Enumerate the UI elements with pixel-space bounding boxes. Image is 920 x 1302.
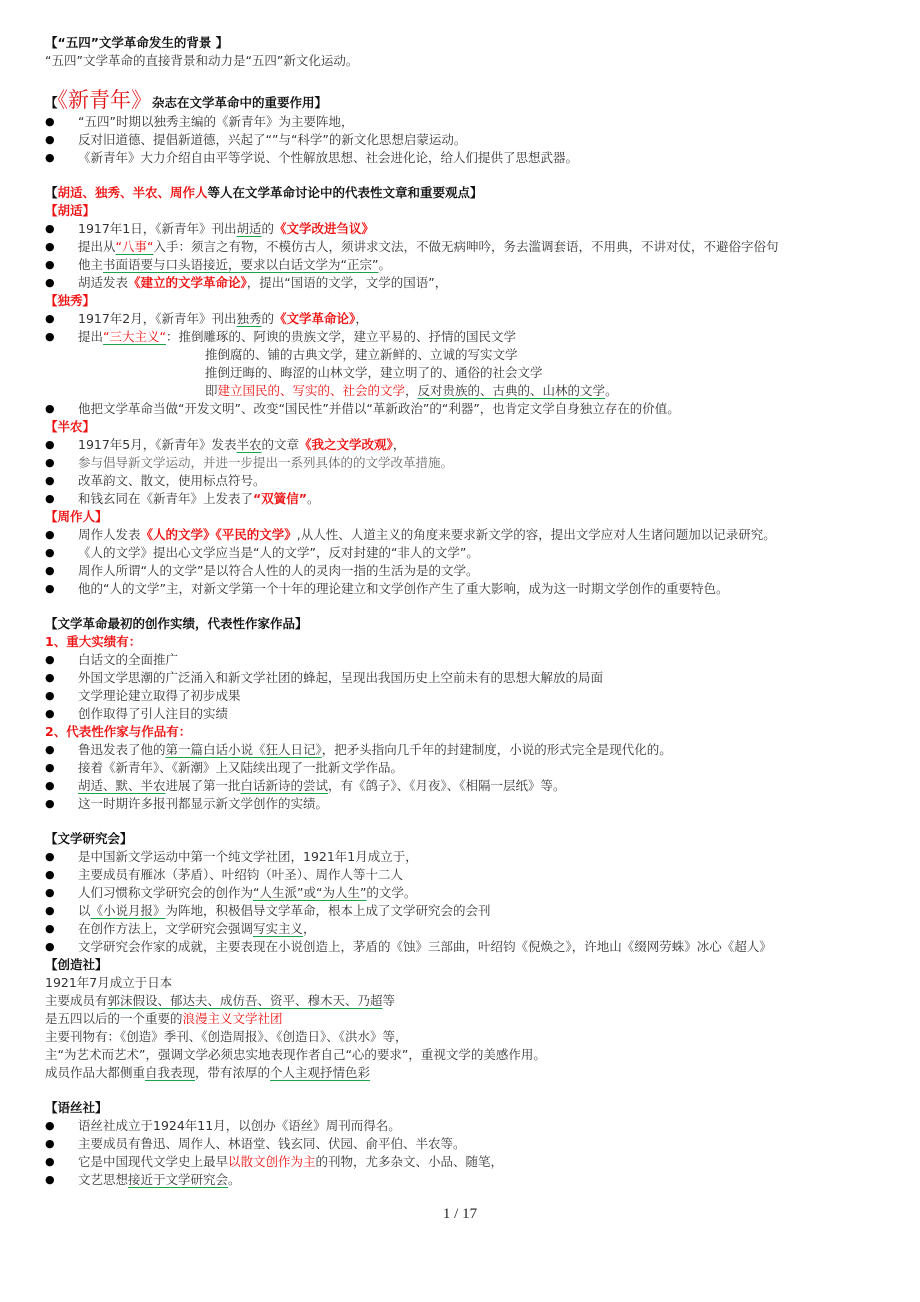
document-section (45, 34, 885, 70)
bullet-icon: ● (45, 1173, 55, 1186)
text-segment: 为阵地，积极倡导文学革命，根本上成了文学研究会的会刊 (165, 903, 491, 918)
bullet-item (45, 526, 885, 544)
text-segment: 【“五四”文学革命发生的背景 】 (45, 35, 229, 50)
bullet-item (45, 884, 885, 902)
page-number: 1 / 17 (442, 1206, 478, 1222)
text-segment: 杂志在文学革命中的重要作用】 (152, 95, 328, 110)
document-section (45, 1099, 885, 1189)
bullet-item (45, 651, 885, 669)
text-segment: 入手：须言之有物，不模仿古人，须讲求文法，不做无病呻吟，务去滥调套语，不用典，不讲对仗，不避俗字俗句 (153, 239, 779, 254)
bullet-icon: ● (45, 438, 55, 451)
bullet-item (45, 328, 885, 346)
text-segment: 主要刊物有：《创造》季刊、《创造周报》、《创造日》、《洪水》等， (45, 1029, 408, 1044)
section-heading (45, 184, 885, 202)
text-segment: 【语丝社】 (45, 1100, 108, 1115)
text-segment: 成员作品大都侧重 (45, 1065, 146, 1080)
bullet-icon: ● (45, 528, 55, 541)
text-segment: 的 (261, 221, 275, 236)
bullet-item (45, 795, 885, 813)
text-segment: 半农 (236, 437, 262, 452)
text-segment: 反对贵族的、古典的、山林的文学 (417, 383, 606, 398)
bullet-icon: ● (45, 492, 55, 505)
bullet-item (45, 705, 885, 723)
text-segment: 1917年2月，《新青年》刊出 (78, 311, 237, 326)
text-segment: 的文学。 (366, 885, 417, 900)
text-segment: 自我表现 (145, 1065, 196, 1080)
text-segment: 。 (378, 257, 391, 272)
bullet-item (45, 490, 885, 508)
text-segment: 1917年5月，《新青年》发表 (78, 437, 237, 452)
text-segment: ，把矛头指向几千年的封建制度，小说的形式完全是现代化的。 (321, 742, 672, 757)
text-segment: 他的“人的文学”主，对新文学第一个十年的理论建立和文学创作产生了重大影响，成为这一时期文学创作的重要特色。 (78, 581, 729, 596)
bullet-icon: ● (45, 797, 55, 810)
text-segment: 是中国新文学运动中第一个纯文学社团，1921年1月成立于， (78, 849, 418, 864)
text-segment: ， (355, 311, 368, 326)
document-content (45, 34, 885, 1189)
text-segment: 创作取得了引人注目的实绩 (78, 706, 229, 721)
bullet-item (45, 274, 885, 292)
bullet-icon: ● (45, 312, 55, 325)
bullet-item (45, 759, 885, 777)
bullet-item (45, 902, 885, 920)
bullet-item (45, 866, 885, 884)
bullet-icon: ● (45, 402, 55, 415)
text-segment: “五四”时期以独秀主编的《新青年》为主要阵地， (78, 114, 354, 129)
text-segment: 改革韵文、散文，使用标点符号。 (78, 473, 266, 488)
text-segment: 《我之文学改观》 (299, 437, 393, 452)
section-heading (45, 723, 885, 741)
bullet-icon: ● (45, 671, 55, 684)
text-segment: 。 (228, 1172, 241, 1187)
bullet-icon: ● (45, 330, 55, 343)
bullet-item (45, 454, 885, 472)
document-section (45, 184, 885, 598)
document-section (45, 830, 885, 1082)
text-segment: 《文学革命论》 (274, 311, 356, 326)
text-segment: ， (405, 383, 418, 398)
bullet-item (45, 777, 885, 795)
text-line (45, 1028, 885, 1046)
text-segment: 等 (382, 993, 396, 1008)
text-segment: “三大主义“ (103, 329, 166, 344)
section-heading (45, 1099, 885, 1117)
bullet-item (45, 238, 885, 256)
section-heading (45, 418, 885, 436)
text-segment: 写实主义 (253, 921, 304, 936)
text-segment: 1、重大实绩有： (45, 634, 142, 649)
text-segment: 《人的文学》《平民的文学》 (140, 527, 297, 542)
text-line (45, 1010, 885, 1028)
text-segment: 白话新诗的尝试 (240, 778, 329, 793)
text-segment: 2、代表性作家与作品有： (45, 724, 192, 739)
bullet-icon: ● (45, 1137, 55, 1150)
bullet-item (45, 1117, 885, 1135)
bullet-item (45, 562, 885, 580)
text-segment: 和钱玄同在《新青年》上发表了 (78, 491, 254, 506)
bullet-item (45, 848, 885, 866)
text-segment: 以 (78, 903, 91, 918)
bullet-item (45, 938, 885, 956)
bullet-item (45, 400, 885, 418)
text-line (45, 364, 885, 382)
section-heading (45, 633, 885, 651)
text-segment: 《文学改进刍议》 (274, 221, 375, 236)
text-segment: ，带有浓厚的 (195, 1065, 271, 1080)
text-segment: 胡适、独秀、半农、周作人 (57, 185, 208, 200)
text-segment: 参与倡导新文学运动，并进一步提出一系列具体的的文学改革措施。 (78, 455, 454, 470)
bullet-icon: ● (45, 1119, 55, 1132)
bullet-item (45, 149, 885, 167)
text-segment: 主要成员有鲁迅、周作人、林语堂、钱玄同、伏园、俞平伯、半农等。 (78, 1136, 466, 1151)
bullet-icon: ● (45, 151, 55, 164)
text-segment: 【文学革命最初的创作实绩，代表性作家作品】 (45, 616, 308, 631)
section-heading (45, 956, 885, 974)
bullet-icon: ● (45, 1155, 55, 1168)
text-segment: 主要成员有 (45, 993, 108, 1008)
text-segment: 语丝社成立于1924年11月，以创办《语丝》周刊而得名。 (78, 1118, 401, 1133)
text-segment: 的刊物，尤多杂文、小品、随笔， (315, 1154, 504, 1169)
bullet-item (45, 220, 885, 238)
text-segment: 他主 (78, 257, 104, 272)
text-segment: 的文章 (261, 437, 300, 452)
text-segment: 【半农】 (45, 419, 96, 434)
text-segment: 这一时期许多报刊都显示新文学创作的实绩。 (78, 796, 329, 811)
text-segment: ，提出“国语的文学，文学的国语”， (246, 275, 448, 290)
text-segment: 外国文学思潮的广泛涌入和新文学社团的蜂起，呈现出我国历史上空前未有的思想大解放的局面 (78, 670, 604, 685)
bullet-icon: ● (45, 258, 55, 271)
text-segment: “双簧信” (253, 491, 307, 506)
bullet-icon: ● (45, 222, 55, 235)
text-line (45, 52, 885, 70)
text-segment: ,从人性、人道主义的角度来要求新文学的容，提出文学应对人生诸问题加以记录研究。 (296, 527, 776, 542)
text-segment: 。 (605, 383, 618, 398)
text-segment: 《新青年》 (57, 88, 153, 112)
bullet-icon: ● (45, 761, 55, 774)
text-segment: ， (392, 437, 406, 452)
bullet-icon: ● (45, 653, 55, 666)
section-heading (45, 508, 885, 526)
text-line (45, 992, 885, 1010)
text-segment: 的 (261, 311, 275, 326)
text-segment: 接着《新青年》、《新潮》上又陆续出现了一批新文学作品。 (78, 760, 404, 775)
text-segment: 它是中国现代文学史上最早 (78, 1154, 229, 1169)
section-heading (45, 34, 885, 52)
text-segment: 白话文的全面推广 (78, 652, 179, 667)
bullet-icon: ● (45, 133, 55, 146)
bullet-item (45, 113, 885, 131)
text-segment: 接近于文学研究会 (128, 1172, 229, 1187)
bullet-icon: ● (45, 850, 55, 863)
section-heading (45, 615, 885, 633)
bullet-icon: ● (45, 456, 55, 469)
text-segment: 【文学研究会】 (45, 831, 133, 846)
text-segment: 【创造社】 (45, 957, 108, 972)
text-segment: 【胡适】 (45, 203, 96, 218)
text-line (45, 1064, 885, 1082)
text-segment: 文学理论建立取得了初步成果 (78, 688, 241, 703)
bullet-item (45, 310, 885, 328)
bullet-item (45, 131, 885, 149)
text-segment: “五四”文学革命的直接背景和动力是“五四”新文化运动。 (45, 53, 359, 68)
bullet-icon: ● (45, 904, 55, 917)
text-segment: 提出从 (78, 239, 116, 254)
text-segment: 个人主观抒情色彩 (270, 1065, 371, 1080)
text-segment: 以散文创作为主 (228, 1154, 316, 1169)
bullet-item (45, 544, 885, 562)
section-heading (45, 292, 885, 310)
text-segment: 第一篇白话小说《狂人日记》 (165, 742, 322, 757)
text-segment: 周作人发表 (78, 527, 141, 542)
bullet-item (45, 669, 885, 687)
bullet-item (45, 1135, 885, 1153)
bullet-icon: ● (45, 546, 55, 559)
text-segment: 胡适 (236, 221, 262, 236)
text-segment: 等人在文学革命讨论中的代表性文章和重要观点】 (207, 185, 483, 200)
text-segment: 周作人所谓“人的文学”是以符合人性的人的灵肉一指的生活为是的文学。 (78, 563, 479, 578)
bullet-icon: ● (45, 868, 55, 881)
text-segment: 【 (45, 185, 58, 200)
text-line (45, 974, 885, 992)
text-segment: 主要成员有雁冰（茅盾）、叶绍钧（叶圣）、周作人等十二人 (78, 867, 404, 882)
bullet-icon: ● (45, 940, 55, 953)
text-segment: ，有《鸽子》、《月夜》、《相隔一层纸》等。 (328, 778, 566, 793)
bullet-item (45, 580, 885, 598)
text-segment: 进展了第一批 (165, 778, 241, 793)
text-segment: 【周作人】 (45, 509, 108, 524)
text-segment: ， (303, 921, 316, 936)
bullet-item (45, 256, 885, 274)
text-segment: 。 (306, 491, 320, 506)
bullet-icon: ● (45, 689, 55, 702)
bullet-item (45, 436, 885, 454)
bullet-icon: ● (45, 240, 55, 253)
text-segment: 推倒迂晦的、晦涩的山林文学，建立明了的、通俗的社会文学 (205, 365, 543, 380)
bullet-icon: ● (45, 582, 55, 595)
text-segment: 独秀 (236, 311, 262, 326)
document-section (45, 87, 885, 167)
text-segment: 《人的文学》提出心文学应当是“人的文学”，反对封建的“非人的文学”。 (78, 545, 479, 560)
text-segment: 【 (45, 95, 58, 110)
text-segment: 胡适、默、半农 (78, 778, 166, 793)
text-line (45, 382, 885, 400)
section-heading (45, 830, 885, 848)
text-line (45, 1046, 885, 1064)
text-segment: 即 (205, 383, 218, 398)
section-heading (45, 87, 885, 113)
text-segment: ：推倒雕琢的、阿谀的贵族文学，建立平易的、抒情的国民文学 (165, 329, 516, 344)
text-segment: 在创作方法上，文学研究会强调 (78, 921, 254, 936)
bullet-item (45, 741, 885, 759)
bullet-icon: ● (45, 922, 55, 935)
text-segment: 鲁迅发表了他的 (78, 742, 166, 757)
text-segment: 他把文学革命当做“开发文明”、改变“国民性”并借以“革新政治”的“利器”，也肯定文学自身独立存在的价值。 (78, 401, 680, 416)
text-segment: 书面语要与口头语接近，要求以白话文学为“正宗” (103, 257, 379, 272)
text-line (45, 346, 885, 364)
bullet-item (45, 1171, 885, 1189)
text-segment: 推倒腐的、铺的古典文学，建立新鲜的、立诚的写实文学 (205, 347, 518, 362)
bullet-icon: ● (45, 115, 55, 128)
text-segment: 人们习惯称文学研究会的创作为 (78, 885, 254, 900)
bullet-icon: ● (45, 707, 55, 720)
document-section (45, 615, 885, 813)
text-segment: 1917年1日，《新青年》刊出 (78, 221, 237, 236)
bullet-icon: ● (45, 779, 55, 792)
text-segment: 胡适发表 (78, 275, 129, 290)
text-segment: 是五四以后的一个重要的 (45, 1011, 183, 1026)
text-segment: “八事“ (115, 239, 154, 254)
text-segment: 《建立的文学革命论》 (128, 275, 247, 290)
text-segment: 提出 (78, 329, 104, 344)
section-heading (45, 202, 885, 220)
bullet-icon: ● (45, 886, 55, 899)
text-segment: 文艺思想 (78, 1172, 129, 1187)
bullet-icon: ● (45, 564, 55, 577)
text-segment: 郭沫假设、郁达夫、成仿吾、资平、穆木天、乃超 (107, 993, 383, 1008)
bullet-item (45, 472, 885, 490)
text-segment: 【独秀】 (45, 293, 96, 308)
text-segment: 1921年7月成立于日本 (45, 975, 173, 990)
bullet-icon: ● (45, 743, 55, 756)
text-segment: 《新青年》大力介绍自由平等学说、个性解放思想、社会进化论，给人们提供了思想武器。 (78, 150, 579, 165)
text-segment: 《小说月报》 (90, 903, 166, 918)
text-segment: 主“为艺术而艺术”，强调文学必须忠实地表现作者自己“心的要求”，重视文学的美感作用。 (45, 1047, 546, 1062)
text-segment: 浪漫主义文学社团 (182, 1011, 283, 1026)
bullet-item (45, 687, 885, 705)
bullet-item (45, 1153, 885, 1171)
bullet-icon: ● (45, 474, 55, 487)
text-segment: “人生派”或“为人生” (253, 885, 367, 900)
text-segment: 建立国民的、写实的、社会的文学 (217, 383, 406, 398)
text-segment: 文学研究会作家的成就，主要表现在小说创造上，茅盾的《蚀》三部曲，叶绍钧《倪焕之》，许地山《缀网劳蛛》冰心《超人》 (78, 939, 772, 954)
bullet-item (45, 920, 885, 938)
text-segment: 反对旧道德、提倡新道德，兴起了“”与“科学”的新文化思想启蒙运动。 (78, 132, 467, 147)
bullet-icon: ● (45, 276, 55, 289)
